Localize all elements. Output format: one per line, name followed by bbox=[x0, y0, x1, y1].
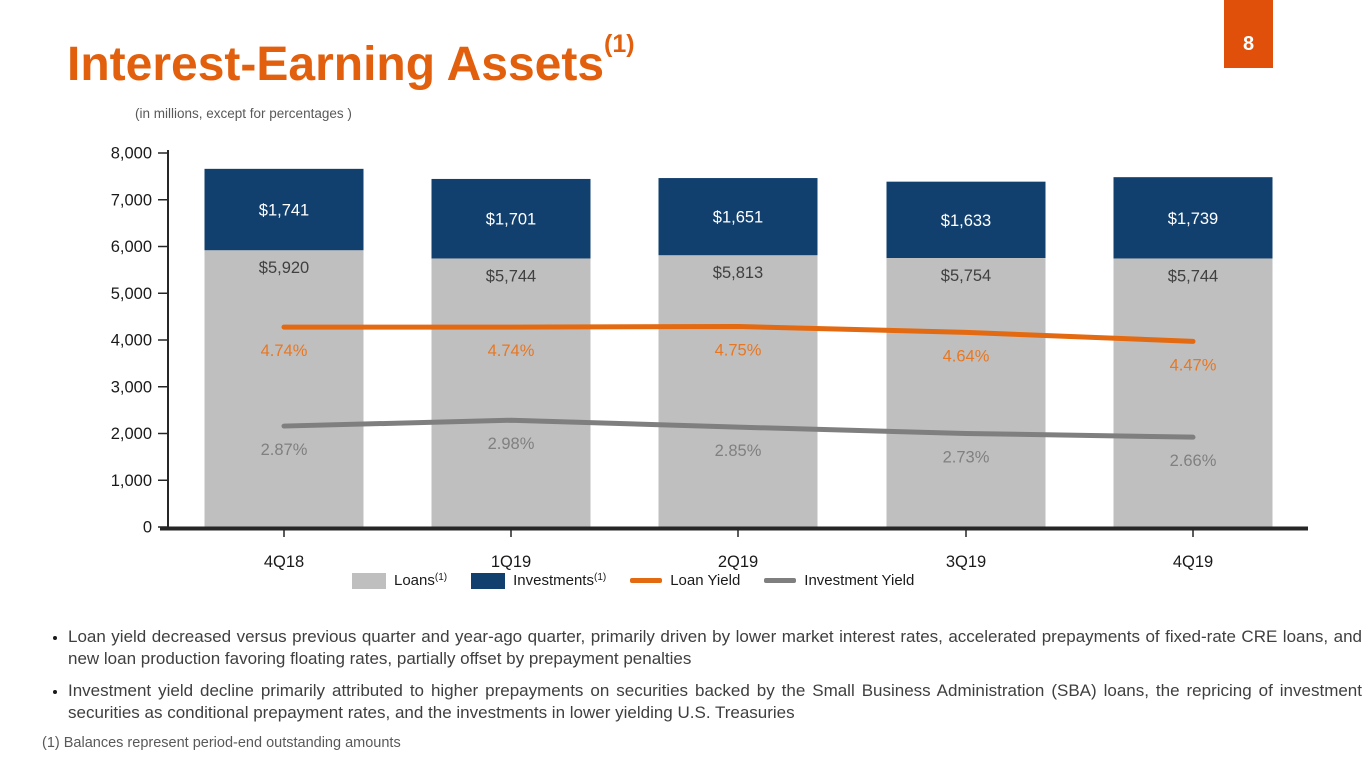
chart-units-note: (in millions, except for percentages ) bbox=[135, 106, 352, 121]
legend-item-loans bbox=[352, 572, 447, 589]
legend-item-loans-swatch bbox=[352, 573, 386, 589]
legend-item-loan-yield bbox=[630, 572, 740, 589]
investments-value-label: $1,701 bbox=[485, 210, 537, 229]
page-number: 8 bbox=[1242, 33, 1255, 55]
loans-bar-segment bbox=[432, 258, 591, 527]
legend-item-investments-footnote-marker: (1) bbox=[593, 572, 607, 583]
legend-item-loan-yield-swatch bbox=[630, 578, 662, 583]
loans-bar-segment bbox=[205, 250, 364, 527]
commentary-bullets bbox=[40, 626, 1362, 734]
loans-value-label: $5,813 bbox=[712, 264, 764, 283]
x-axis-label: 2Q19 bbox=[717, 553, 759, 571]
footnote: (1) Balances represent period-end outstanding amounts bbox=[42, 735, 401, 751]
investments-value-label: $1,651 bbox=[712, 208, 764, 227]
loans-bar-segment bbox=[659, 255, 818, 527]
investments-value-label: $1,739 bbox=[1167, 209, 1219, 228]
loans-value-label: $5,920 bbox=[258, 259, 310, 278]
loan-yield-value-label: 4.74% bbox=[260, 342, 308, 361]
loans-bar-segment bbox=[1114, 258, 1273, 527]
loan-yield-value-label: 4.64% bbox=[942, 347, 990, 366]
loans-value-label: $5,754 bbox=[940, 267, 992, 286]
legend-item-investment-yield-swatch bbox=[764, 578, 796, 583]
legend-item-investment-yield bbox=[764, 572, 914, 589]
page-title bbox=[67, 30, 635, 92]
y-axis-tick-label: 3,000 bbox=[110, 378, 152, 397]
x-axis-label: 1Q19 bbox=[490, 553, 532, 571]
investment-yield-value-label: 2.66% bbox=[1169, 452, 1217, 471]
page-title-footnote-marker: (1) bbox=[604, 30, 635, 58]
legend-item-loans-label: Loans$^{(1)}$ bbox=[394, 572, 448, 589]
loans-value-label: $5,744 bbox=[1167, 267, 1219, 286]
page-number-badge bbox=[1224, 0, 1273, 68]
x-axis-label: 3Q19 bbox=[945, 553, 987, 571]
y-axis-tick-label: 2,000 bbox=[110, 425, 152, 443]
y-axis-tick-label: 7,000 bbox=[110, 191, 152, 210]
legend-item-investments bbox=[471, 572, 606, 589]
y-axis-tick-label: 0 bbox=[142, 518, 152, 537]
loan-yield-value-label: 4.47% bbox=[1169, 356, 1217, 375]
y-axis-tick-label: 8,000 bbox=[110, 144, 152, 163]
investment-yield-value-label: 2.73% bbox=[942, 448, 990, 467]
investments-value-label: $1,741 bbox=[258, 201, 310, 220]
loan-yield-value-label: 4.75% bbox=[714, 341, 762, 360]
chart-legend bbox=[352, 572, 938, 589]
legend-item-loan-yield-label: Loan Yield bbox=[670, 572, 741, 589]
page-title-text: Interest-Earning Assets bbox=[67, 38, 605, 91]
investments-value-label: $1,633 bbox=[940, 211, 992, 230]
loan-yield-value-label: 4.74% bbox=[487, 342, 535, 361]
x-axis-label: 4Q18 bbox=[263, 553, 305, 571]
investment-yield-value-label: 2.87% bbox=[260, 441, 308, 460]
legend-item-investments-label: Investments$^{(1)}$ bbox=[513, 572, 607, 589]
investment-yield-value-label: 2.98% bbox=[487, 435, 535, 454]
bullet-loan-yield: • Loan yield decreased versus previous quarter and year-ago quarter, primarily driven by lower market interest rates, accelerated prepayments of fixed-rate CRE loans, and new loan production favoring floating rates, partially offset by prepayment penalties bbox=[68, 626, 1362, 669]
legend-item-investment-yield-label: Investment Yield bbox=[804, 572, 915, 589]
y-axis-tick-label: 4,000 bbox=[110, 331, 152, 350]
y-axis-tick-label: 6,000 bbox=[110, 238, 152, 256]
y-axis-tick-label: 1,000 bbox=[110, 471, 152, 490]
y-axis-tick-label: 5,000 bbox=[110, 284, 152, 303]
x-axis-line bbox=[160, 527, 1308, 531]
x-axis-label: 4Q19 bbox=[1172, 553, 1214, 571]
loans-value-label: $5,744 bbox=[485, 267, 537, 286]
legend-item-loans-footnote-marker: (1) bbox=[434, 572, 448, 583]
legend-item-investments-swatch bbox=[471, 573, 505, 589]
interest-earning-assets-chart bbox=[0, 140, 1365, 595]
loans-bar-segment bbox=[887, 258, 1046, 527]
investment-yield-value-label: 2.85% bbox=[714, 442, 762, 461]
bullet-investment-yield: • Investment yield decline primarily attributed to higher prepayments on securities backed by the Small Business Administration (SBA) loans, the repricing of investment securities as conditional prepayment rates, and the investments in lower yielding U.S. Treasuries bbox=[68, 680, 1362, 723]
